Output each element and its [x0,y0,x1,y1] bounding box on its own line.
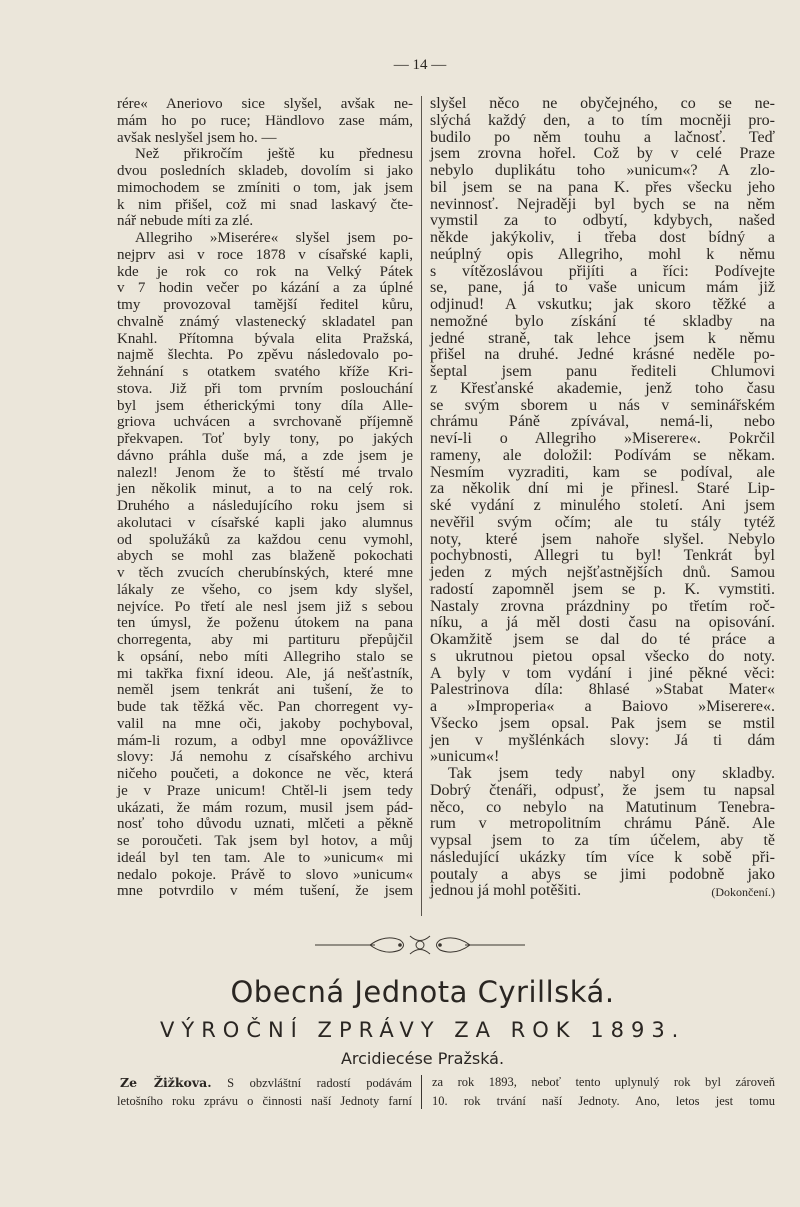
text-line: poutaly a abys se jimi podobně jako [430,865,775,883]
text-line: rére« Aneriovo sice slyšel, avšak ne- [117,96,413,112]
text-line: od spolužáků za každou cenu vymohl, [117,531,413,548]
text-line: nevěřil svým očím; ale tu stály tytéž [430,513,775,531]
text-line: noty, které jsem nahoře slyšel. Nebylo [430,530,775,548]
left-text-column [117,96,413,900]
text-line: bil jsem se na pana K. přes všecku jeho [430,178,775,196]
text-line: nejvíce. Po třetí ale nesl jsem již s sebou [117,598,413,615]
text-line: avšak neslyšel jsem ho. — [117,129,277,146]
text-line: tmy provozoval tamější ředitel kůru, [117,297,413,313]
text-line: přišel na druhé. Jedné krásné neděle po- [430,346,775,364]
report-lead: Ze Žižkova. [120,1075,212,1090]
text-line: nevinnosť. Nejraději byl bych se na něm [430,195,775,213]
report-right-column [432,1073,775,1111]
text-line: k nim přišel, což mi snad laskavý čte- [117,196,413,213]
text-line: jeden z mých nejšťastnějších dnů. Samou [430,564,775,581]
text-line: ukázati, že mám rozum, musil jsem pád- [117,799,413,816]
text-line: se, pane, já to vaše unicum mám již [430,279,775,297]
text-line: vypsal jsem to za tím účelem, aby tě [430,832,775,849]
text-line: slýchá každý den, a to tím mocněji pro- [430,111,775,129]
text-line: někde jakýkoliv, i třeba dost bídný a [430,229,775,246]
text-line: Nesmím vyzraditi, kam se podíval, ale [430,463,775,481]
text-line: jsem zrovna hořel. Což by v celé Praze [430,145,775,163]
text-line: ničeho poučeti, a dokonce ne věc, která [117,766,413,782]
text-line: chvalně známý vlastenecký skladatel pan [117,313,413,330]
text-line: slovy: Já nemohu z císařského archivu [117,749,413,766]
text-line: nejprv asi v roce 1878 v císařské kapli, [117,246,413,263]
text-line: chrámu Páně zpívával, nemá-li, nebo [430,413,775,431]
text-line: bude tak těžká věc. Pan chorregent vy- [117,699,413,715]
report-line [117,1073,412,1092]
text-line: abych se mohl zas blaženě pokochati [117,548,413,565]
report-line: letošního roku zprávu o činnosti naší Jednoty farní [117,1094,412,1108]
text-line: jen v myšlénkách slovy: Já ti dám [430,731,775,749]
text-line: nář nebude míti za zlé. [117,213,254,230]
text-line: chorregenta, aby mi partituru přepůjčil [117,632,413,648]
text-line: Okamžitě jsem se dal do té práce a [430,631,775,648]
text-line: Knahl. Přítomna bývala elita Pražská, [117,330,413,347]
text-line: rameny, ale doložil: Podívám se někam. [430,446,775,464]
text-line: nedalo pokoje. Právě to slovo »unicum« [117,866,413,883]
text-line: v těch zvucích cherubínských, které mne [117,565,413,581]
text-line: šeptal jsem panu řediteli Chlumovi [430,363,775,380]
text-line: a »Improperia« a Baiovo »Miserere«. [430,698,775,715]
text-line: Palestrinova díla: 8hlasé »Stabat Mater« [430,681,775,699]
text-line: s ukrutnou pietou opsal všecko do noty. [430,647,775,665]
text-line: se poroučeti. Tak jsem byl hotov, a můj [117,833,413,849]
text-line: lákaly ze všeho, co jsem kdy slyšel, [117,581,413,598]
text-line: za několik dní mi je přinesl. Staré Lip- [430,480,775,498]
ornament-divider-icon [315,932,525,958]
report-left-column [117,1073,412,1111]
text-line: mám-li rozum, a odbyl mne opovážlivce [117,732,413,749]
text-line: je v Praze unicum! Chtěl-li jsem tedy [117,782,413,799]
text-line: ské vydání z minulého století. Ani jsem [430,497,775,514]
text-line: dávno práhla duše má, a zde jsem je [117,447,413,464]
text-line-content: jednou já mohl potěšiti. [430,882,582,900]
text-line: jedné straně, tak lehce jsem k němu [430,329,775,347]
text-line: »unicum«! [430,748,500,766]
text-line: budilo po něm touhu a lačnosť. Teď [430,128,775,146]
diocese-heading: Arcidiecése Pražská. [340,1049,505,1068]
text-line: s vítězoslávou přijíti a říci: Podívejte [430,262,775,280]
text-line: vymstil za to odbytí, kdybych, našed [430,212,775,230]
text-line: z Křesťanské akademie, jenž toho času [430,379,775,397]
section-subtitle: VÝROČNÍ ZPRÁVY ZA ROK 1893. [160,1018,686,1042]
text-line: neúplný opis Allegriho, mohl k němu [430,245,775,263]
text-line: v 7 hodin večer po kázání a za úplné [117,280,413,297]
text-line: Dobrý čtenáři, odpusť, že jsem tu napsal [430,781,775,799]
text-line: dvou posledních skladeb, dovolím si jako [117,163,413,179]
report-line: za rok 1893, neboť tento uplynulý rok byl zároveň [432,1075,775,1089]
text-line: mi takřka fixní ideou. Ale, já nešťastník, [117,665,413,682]
text-line: neměl jsem tenkrát ani tušení, že to [117,682,413,699]
text-line: něco, co nebylo na Matutinum Tenebra- [430,798,775,816]
text-line: Druhého a následujícího roku jsem si [117,498,413,514]
text-line: se svým sborem u nás v seminářském [430,396,775,414]
text-line: pochybnosti, Allegri tu byl! Tenkrát byl [430,547,775,565]
text-line: níku, a já měl dosti času na opisování. [430,614,775,632]
text-line: Tak jsem tedy nabyl ony skladby. [448,765,775,782]
text-line: nebylo duplikátu toho »unicum«? A zlo- [430,162,775,179]
text-line: mne potvrdilo v mém tušení, že jsem [117,883,413,900]
closing-note: (Dokončení.) [711,885,775,900]
text-line: mám ho po ruce; Händlovo zase mám, [117,112,413,129]
text-line: Všecko jsem opsal. Pak jsem se mstil [430,714,775,732]
text-line: slyšel něco ne obyčejného, co se ne- [430,95,775,112]
text-line: k opsání, nebo míti Allegriho stalo se [117,648,413,665]
section-title: Obecná Jednota Cyrillská. [230,975,615,1009]
text-line: najmě šlechta. Po zpěvu následovalo po- [117,347,413,364]
text-line: Nastaly zrovna prázdniny po třetím roč- [430,597,775,615]
text-line: akolutaci v císařské kapli jako alumnus [117,514,413,531]
right-text-column [430,96,775,901]
text-line: ideál byl ten tam. Ale to »unicum« mi [117,849,413,866]
text-line: odjinud! A vskutku; jak skoro těžké a [430,296,775,313]
text-line: griova uchvácen a svrchovaně příjemně [117,414,413,431]
text-line: byl jsem étherickými tony díla Alle- [117,397,413,414]
text-line: radostí zapomněl jsem se p. K. vymstiti. [430,580,775,598]
text-line: nosť toho důvodu uznati, mlčeti a pěkně [117,816,413,833]
text-line: stova. Již při tom prvním poslouchání [117,380,413,397]
text-line: nalezl! Jenom že to štěstí mé trvalo [117,464,413,481]
page-number: — 14 — [393,57,447,73]
text-line: jen několik minut, a to na celý rok. [117,481,413,498]
report-column-divider [421,1075,422,1109]
column-divider [421,96,422,916]
text-line: Allegriho »Miserére« slyšel jsem po- [135,230,413,246]
text-line: ten úmysl, že poženu útokem na pana [117,615,413,632]
text-line: rum v metropolitním chrámu Páně. Ale [430,815,775,833]
text-line: neví-li o Allegriho »Miserere«. Pokrčil [430,430,775,447]
text-line: mimochodem se zmíniti o tom, jak jsem [117,179,413,196]
text-line: překvapen. Toť byly tony, po jakých [117,431,413,447]
text-line: žehnání s otatkem svatého kříže Kri- [117,364,413,380]
text-line [430,883,775,900]
text-line: valil na mne oči, jakoby pochyboval, [117,715,413,732]
text-line: A byly v tom vydání i jiné pěkné věci: [430,664,775,682]
report-line: 10. rok trvání naší Jednoty. Ano, letos jest tomu [432,1094,775,1108]
text-line: Než přikročím ještě ku přednesu [135,146,413,163]
report-text: S obzvláštní radostí podávám [227,1076,413,1090]
text-line: kde je rok co rok na Velký Pátek [117,263,413,280]
text-line: nemožné bylo získání té skladby na [430,312,775,330]
text-line: následující ukázky tím více k sobě při- [430,848,775,866]
